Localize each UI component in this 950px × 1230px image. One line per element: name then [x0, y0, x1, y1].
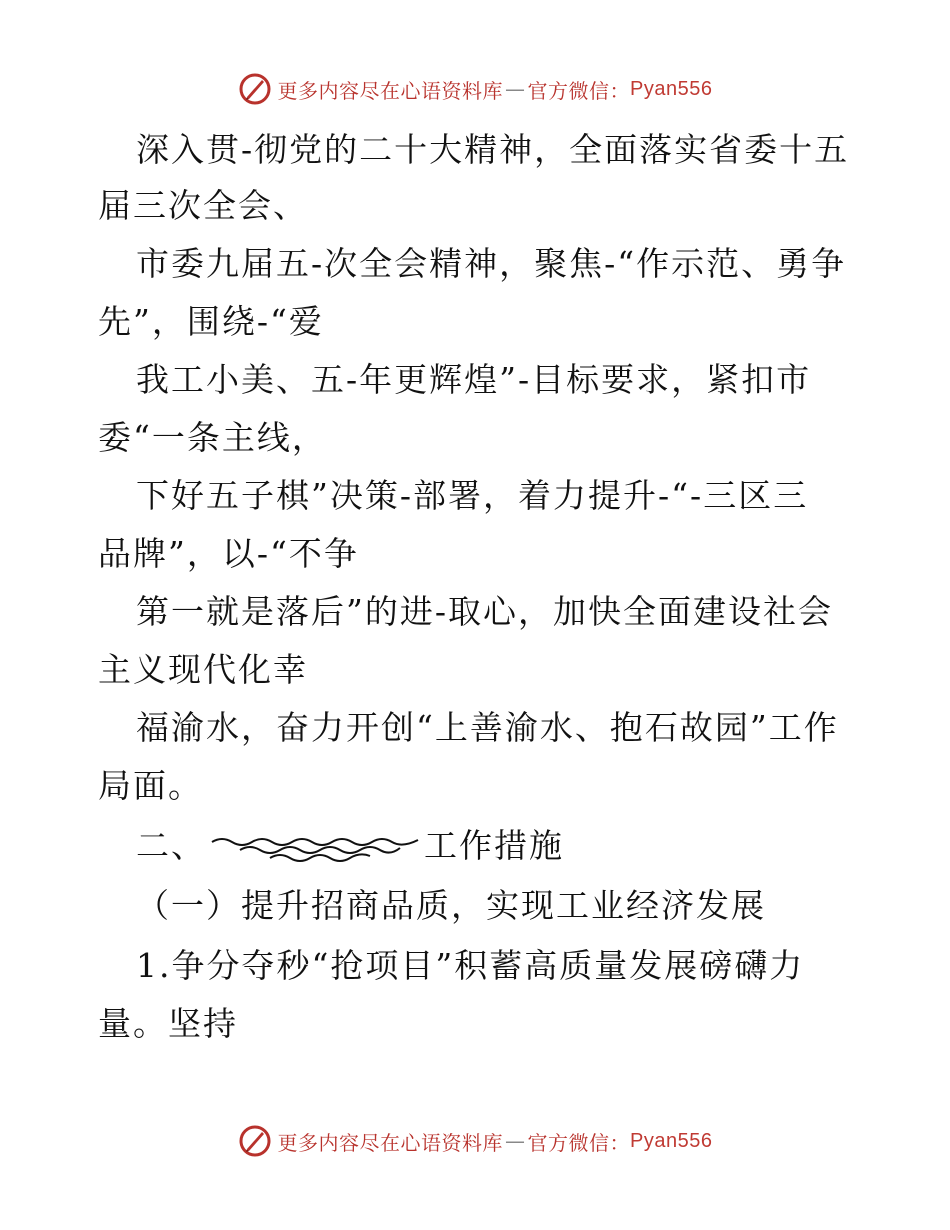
paragraph-line: 福渝水，奋力开创“上善渝水、抱石故园”工作 — [136, 708, 839, 747]
paragraph-line: 我工小美、五-年更辉煌”-目标要求，紧扣市 — [136, 360, 812, 399]
banner-text: 更多内容尽在心语资料库 — [277, 1130, 504, 1155]
section-number: 二、 — [136, 826, 206, 865]
paragraph-line: 下好五子棋”决策-部署，着力提升-“-三区三 — [136, 476, 809, 515]
header-watermark — [0, 72, 950, 106]
banner-text: 更多内容尽在心语资料库 — [277, 78, 504, 103]
wavy-underline-icon — [210, 828, 420, 868]
banner-wechat-label: 官方微信： — [527, 78, 631, 103]
subheading: （一）提升招商品质，实现工业经济发展 — [136, 886, 766, 925]
footer-watermark — [0, 1124, 950, 1158]
paragraph-line: 深入贯-彻党的二十大精神，全面落实省委十五 — [136, 130, 850, 169]
paragraph-line: 局面。 — [98, 766, 203, 805]
paragraph-line: 先”，围绕-“爱 — [98, 302, 324, 341]
quill-logo-icon — [238, 72, 272, 106]
item-line: 量。坚持 — [98, 1004, 238, 1043]
paragraph-line: 委“一条主线， — [98, 418, 327, 457]
banner-separator: — — [505, 77, 526, 101]
section-heading — [136, 826, 564, 868]
paragraph-line: 品牌”，以-“不争 — [98, 534, 359, 573]
quill-logo-icon — [238, 1124, 272, 1158]
banner-separator: — — [505, 1129, 526, 1153]
banner-wechat-id: Pyan556 — [630, 77, 713, 100]
paragraph-line: 主义现代化幸 — [98, 650, 308, 689]
paragraph-line: 第一就是落后”的进-取心，加快全面建设社会 — [136, 592, 834, 631]
banner-wechat-label: 官方微信： — [527, 1130, 631, 1155]
paragraph-line: 届三次全会、 — [98, 186, 308, 225]
item-line: 1.争分夺秒“抢项目”积蓄高质量发展磅礴力 — [136, 946, 805, 985]
paragraph-line: 市委九届五-次全会精神，聚焦-“作示范、勇争 — [136, 244, 847, 283]
section-title: 工作措施 — [424, 826, 564, 865]
banner-wechat-id: Pyan556 — [630, 1129, 713, 1152]
